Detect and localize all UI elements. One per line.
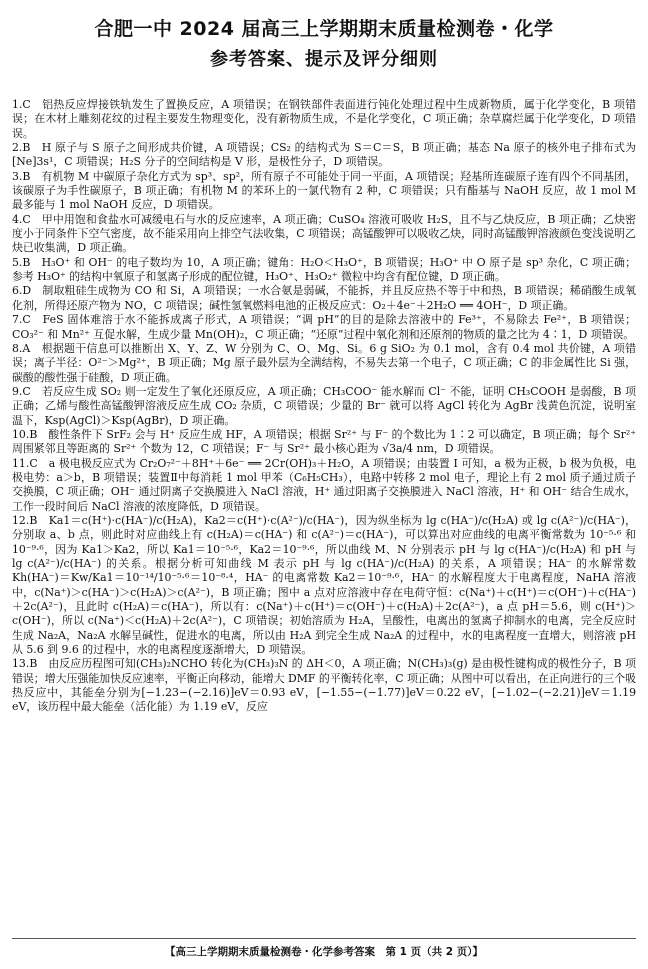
- answer-item-2: 2.B H 原子与 S 原子之间形成共价键，A 项错误；CS₂ 的结构式为 S＝C＝S，B 项正确；基态 Na 原子的核外电子排布式为[Ne]3s¹，C 项错误；H₂S 分子的空间结构是 V 形，是极性分子，D 项错误。: [12, 141, 636, 169]
- answer-item-4: 4.C 甲中用饱和食盐水可减缓电石与水的反应速率，A 项正确；CuSO₄ 溶液可吸收 H₂S，且不与乙炔反应，B 项正确；乙炔密度小于同条件下空气密度，故不能采用向上排空气法收集，C 项错误；高锰酸钾可以吸收乙炔，同时高锰酸钾溶液颜色变浅说明乙炔已收集满，D 项正确。: [12, 212, 636, 255]
- answer-item-11: 11.C a 极电极反应式为 Cr₂O₇²⁻＋8H⁺＋6e⁻ ══ 2Cr(OH)₃＋H₂O，A 项错误；由装置 I 可知，a 极为正极，b 极为负极，电极电势：a＞b，B 项错误；装置Ⅱ中每消耗 1 mol 甲苯（C₆H₅CH₃），电路中转移 2 mol 电子，理论上有 2 mol 质子通过质子交换膜，C 项正确；OH⁻ 通过阴离子交换膜进入 NaCl 溶液，H⁺ 通过阳离子交换膜进入 NaCl 溶液，H⁺ 和 OH⁻ 结合生成水，工作一段时间后 NaCl 溶液的浓度降低，D 项错误。: [12, 456, 636, 513]
- answer-item-12: 12.B Ka1＝c(H⁺)·c(HA⁻)/c(H₂A)，Ka2＝c(H⁺)·c(A²⁻)/c(HA⁻)，因为纵坐标为 lg c(HA⁻)/c(H₂A) 或 lg c(A²⁻)/c(HA⁻)，分别取 a、b 点，则此时对应曲线上有 c(H₂A)＝c(HA⁻) 和 c(A²⁻)＝c(HA⁻)，可以算出对应曲线的电离平衡常数为 10⁻⁵·⁶ 和 10⁻⁹·⁶，因为 Ka1＞Ka2，所以 Ka1＝10⁻⁵·⁶，Ka2＝10⁻⁹·⁶，所以曲线 M、N 分别表示 pH 与 lg c(HA⁻)/c(H₂A) 和 pH 与 lg c(A²⁻)/c(HA⁻) 的关系。根据分析可知曲线 M 表示 pH 与 lg c(HA⁻)/c(H₂A) 的关系，A 项错误；HA⁻ 的水解常数 Kh(HA⁻)＝Kw/Ka1＝10⁻¹⁴/10⁻⁵·⁶＝10⁻⁸·⁴，HA⁻ 的电离常数 Ka2＝10⁻⁹·⁶，HA⁻ 的水解程度大于电离程度，NaHA 溶液中，c(Na⁺)＞c(HA⁻)＞c(H₂A)＞c(A²⁻)，B 项正确；图中 a 点对应溶液中存在电荷守恒：c(Na⁺)＋c(H⁺)＝c(OH⁻)＋c(HA⁻)＋2c(A²⁻)，且此时 c(H₂A)＝c(HA⁻)，所以有：c(Na⁺)＋c(H⁺)＝c(OH⁻)＋c(H₂A)＋2c(A²⁻)，a 点 pH＝5.6，则 c(H⁺)＞c(OH⁻)，所以 c(Na⁺)＜c(H₂A)＋2c(A²⁻)，C 项错误；初始溶质为 H₂A，呈酸性，电离出的氢离子抑制水的电离，完全反应时生成 Na₂A，Na₂A 水解呈碱性，促进水的电离，所以由 H₂A 到完全生成 Na₂A 的过程中，水的电离程度一直增大，则溶液 pH 从 5.6 到 9.6 的过程中，水的电离程度逐渐增大，D 项错误。: [12, 513, 637, 657]
- answer-item-7: 7.C FeS 固体难溶于水不能拆成离子形式，A 项错误；“调 pH”的目的是除去溶液中的 Fe³⁺，不易除去 Fe²⁺，B 项错误；CO₃²⁻ 和 Mn²⁺ 互促水解，生成少量 Mn(OH)₂，C 项正确；“还原”过程中氧化剂和还原剂的物质的量之比为 4∶1，D 项错误。: [12, 313, 636, 341]
- answer-item-10: 10.B 酸性条件下 SrF₂ 会与 H⁺ 反应生成 HF，A 项错误；根据 Sr²⁺ 与 F⁻ 的个数比为 1∶2 可以确定，B 项正确；每个 Sr²⁺ 周围紧邻且等距离的 Sr²⁺ 个数为 12，C 项错误；F⁻ 与 Sr²⁺ 最小核心距为 √3a/4 nm，D 项错误。: [12, 427, 636, 456]
- answer-item-1: 1.C 铝热反应焊接铁轨发生了置换反应，A 项错误；在钢铁部件表面进行钝化处理过程中生成新物质，属于化学变化，B 项错误；在木材上雕刻花纹的过程主要发生物理变化，没有新物质生成，不是化学变化，C 项正确；杂草腐烂属于化学变化，D 项错误。: [12, 98, 636, 140]
- page-title: 合肥一中 2024 届高三上学期期末质量检测卷・化学: [94, 18, 554, 40]
- page-subtitle: 参考答案、提示及评分细则: [210, 49, 438, 70]
- page-footer: 【高三上学期期末质量检测卷・化学参考答案 第 1 页（共 2 页）】: [165, 946, 483, 958]
- answer-item-8: 8.A 根据题干信息可以推断出 X、Y、Z、W 分别为 C、O、Mg、Si。6 g SiO₂ 为 0.1 mol，含有 0.4 mol 共价键，A 项错误；离子半径：O²⁻＞Mg²⁺，B 项正确；Mg 原子最外层为全满结构，不易失去第一个电子，C 项正确；C 的非金属性比 Si 强，碳酸的酸性强于硅酸，D 项正确。: [12, 341, 636, 384]
- answer-item-5: 5.B H₃O⁺ 和 OH⁻ 的电子数均为 10，A 项正确；键角：H₂O＜H₃O⁺，B 项错误；H₃O⁺ 中 O 原子是 sp³ 杂化，C 项正确；参考 H₃O⁺ 的结构中氧原子和氢离子形成的配位键，H₃O⁺、H₃O₂⁺ 微粒中均含有配位键，D 项正确。: [12, 255, 636, 284]
- footer-divider: [12, 938, 636, 939]
- answer-item-13: 13.B 由反应历程图可知(CH₃)₂NCHO 转化为(CH₃)₃N 的 ΔH＜0，A 项正确；N(CH₃)₃(g) 是由极性键构成的极性分子，B 项错误；增大压强能加快反应速率，平衡正向移动，能增大 DMF 的平衡转化率，C 项正确；从图中可以看出，在正向进行的三个吸热反应中，其能垒分别为[−1.23−(−2.16)]eV＝0.93 eV，[−1.55−(−1.77)]eV＝0.22 eV，[−1.02−(−2.21)]eV＝1.19 eV，该历程中最大能垒（活化能）为 1.19 eV，反应: [12, 657, 636, 714]
- answer-item-9: 9.C 若反应生成 SO₂ 则一定发生了氧化还原反应，A 项正确；CH₃COO⁻ 能水解而 Cl⁻ 不能，证明 CH₃COOH 是弱酸，B 项正确；乙烯与酸性高锰酸钾溶液反应生成 CO₂ 杂质，C 项错误；少量的 Br⁻ 就可以将 AgCl 转化为 AgBr 浅黄色沉淀，说明室温下，Ksp(AgCl)＞Ksp(AgBr)，D 项正确。: [12, 384, 636, 427]
- answer-list: [12, 98, 636, 715]
- answer-item-6: 6.D 制取粗硅生成物为 CO 和 Si，A 项错误；一水合氨是弱碱，不能拆，并且反应热不等于中和热，B 项错误；稀硝酸生成氧化剂，所得还原产物为 NO，C 项错误；碱性氢氧燃料电池的正极反应式：O₂＋4e⁻＋2H₂O ══ 4OH⁻，D 项正确。: [12, 284, 636, 312]
- answer-item-3: 3.B 有机物 M 中碳原子杂化方式为 sp³、sp²，所有原子不可能处于同一平面，A 项错误；羟基所连碳原子连有四个不同基团，该碳原子为手性碳原子，B 项正确；有机物 M 的苯环上的一氯代物有 2 种，C 项错误；只有酯基与 NaOH 反应，故 1 mol M 最多能与 1 mol NaOH 反应，D 项错误。: [12, 169, 636, 212]
